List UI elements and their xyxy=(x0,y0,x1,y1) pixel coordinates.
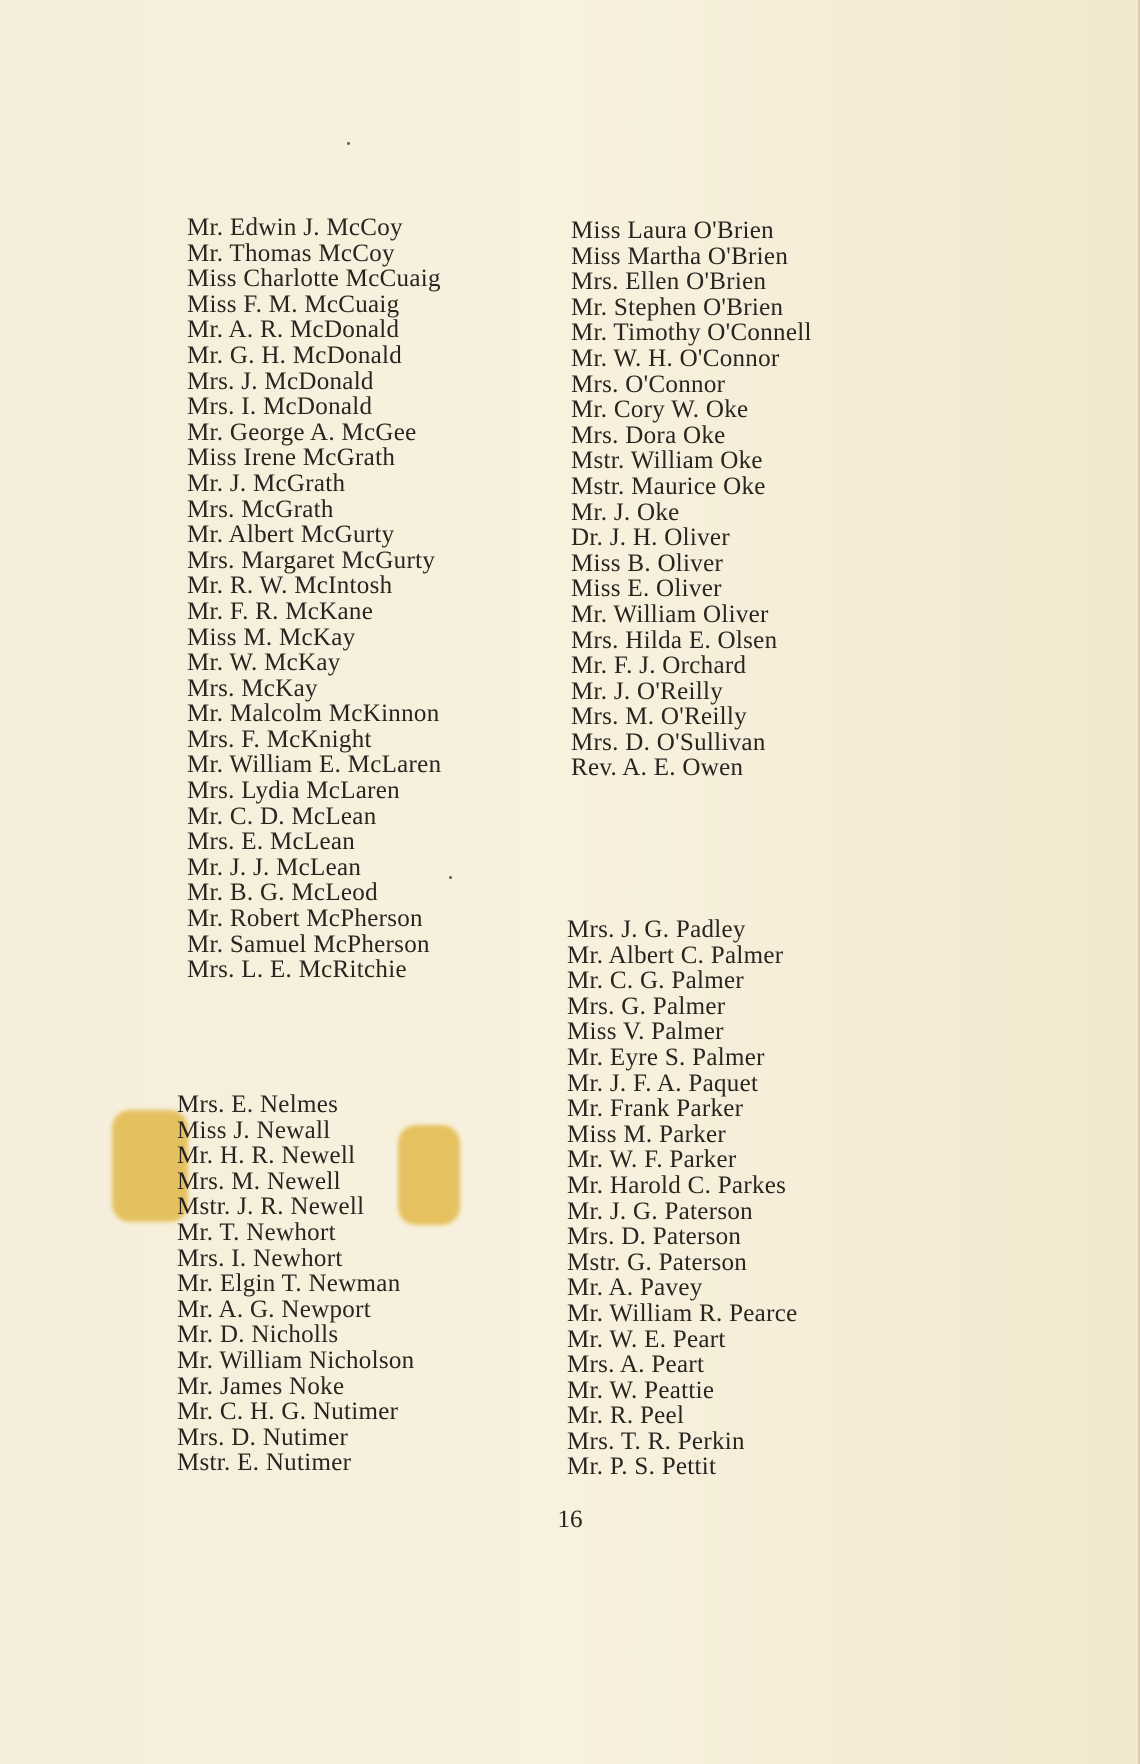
name-entry: Mr. G. H. McDonald xyxy=(187,341,403,369)
name-entry: Mr. P. S. Pettit xyxy=(567,1453,717,1481)
name-entry: Mr. Frank Parker xyxy=(567,1095,744,1123)
name-entry: Mrs. E. Nelmes xyxy=(177,1091,339,1118)
name-entry: Mr. Eyre S. Palmer xyxy=(567,1043,765,1071)
name-entry: Mr. R. W. McIntosh xyxy=(187,572,393,600)
name-entry: Mr. William E. McLaren xyxy=(187,751,442,779)
name-entry: Miss Martha O'Brien xyxy=(571,242,789,270)
name-entry: Mr. J. O'Reilly xyxy=(571,677,724,705)
name-entry: Mr. W. Peattie xyxy=(567,1376,715,1404)
name-entry: Mr. C. G. Palmer xyxy=(567,967,745,995)
page-number: 16 xyxy=(557,1506,583,1533)
name-entry: Mrs. D. Paterson xyxy=(567,1223,742,1251)
name-entry: Mr. William Oliver xyxy=(571,600,769,628)
name-entry: Miss F. M. McCuaig xyxy=(187,290,400,318)
name-entry: Mr. J. J. McLean xyxy=(187,853,362,881)
name-entry: Mrs. A. Peart xyxy=(567,1351,705,1379)
ink-speck xyxy=(347,142,350,145)
name-entry: Mr. James Noke xyxy=(177,1372,345,1400)
names-list-o xyxy=(571,218,812,781)
name-entry: Mrs. Ellen O'Brien xyxy=(571,268,767,296)
name-entry: Dr. J. H. Oliver xyxy=(571,524,730,552)
name-entry: Mr. C. H. G. Nutimer xyxy=(177,1398,399,1426)
name-entry: Mrs. D. Nutimer xyxy=(177,1423,349,1451)
name-entry: Mr. B. G. McLeod xyxy=(187,879,378,907)
name-entry: Mrs. G. Palmer xyxy=(567,992,726,1020)
name-entry: Mrs. Margaret McGurty xyxy=(187,546,436,574)
name-entry: Mrs. M. O'Reilly xyxy=(571,703,747,731)
name-entry: Mrs. I. Newhort xyxy=(177,1244,343,1272)
name-entry: Mrs. L. E. McRitchie xyxy=(187,956,407,984)
name-entry: Mr. William Nicholson xyxy=(177,1346,415,1374)
name-entry: Mr. J. F. A. Paquet xyxy=(567,1069,759,1097)
name-entry: Mr. Elgin T. Newman xyxy=(177,1270,401,1298)
name-entry: Miss Charlotte McCuaig xyxy=(187,265,441,293)
name-entry: Mr. Robert McPherson xyxy=(187,905,423,933)
name-entry: Mr. W. E. Peart xyxy=(567,1325,726,1353)
name-entry: Miss M. McKay xyxy=(187,623,356,651)
name-entry: Miss M. Parker xyxy=(567,1120,727,1148)
name-entry: Mr. Cory W. Oke xyxy=(571,396,749,424)
name-entry: Mr. Samuel McPherson xyxy=(187,930,430,958)
name-entry: Mr. A. Pavey xyxy=(567,1274,703,1302)
name-entry: Miss V. Palmer xyxy=(567,1018,724,1046)
name-entry: Mrs. M. Newell xyxy=(177,1167,341,1195)
name-entry: Mr. H. R. Newell xyxy=(177,1142,356,1170)
name-entry: Mrs. D. O'Sullivan xyxy=(571,728,766,756)
name-entry: Mstr. William Oke xyxy=(571,447,763,475)
name-entry: Mr. Thomas McCoy xyxy=(187,239,395,267)
name-entry: Mr. A. R. McDonald xyxy=(187,316,400,344)
name-entry: Mr. W. McKay xyxy=(187,649,341,677)
name-entry: Mr. J. McGrath xyxy=(187,469,346,497)
name-entry: Mstr. E. Nutimer xyxy=(177,1449,352,1477)
name-entry: Mr. William R. Pearce xyxy=(567,1299,798,1327)
name-entry: Rev. A. E. Owen xyxy=(571,754,744,782)
name-entry: Mr. F. R. McKane xyxy=(187,597,374,625)
names-list-m xyxy=(187,215,441,983)
name-entry: Mr. Albert C. Palmer xyxy=(567,941,784,969)
name-entry: Mr. W. H. O'Connor xyxy=(571,344,780,372)
name-entry: Mrs. I. McDonald xyxy=(187,393,373,421)
name-entry: Mr. R. Peel xyxy=(567,1402,685,1430)
name-entry: Miss Laura O'Brien xyxy=(571,217,774,244)
name-entry: Mrs. McGrath xyxy=(187,495,334,523)
name-entry: Mrs. Hilda E. Olsen xyxy=(571,626,778,654)
name-entry: Mrs. T. R. Perkin xyxy=(567,1427,745,1455)
name-entry: Mrs. J. McDonald xyxy=(187,367,374,395)
name-entry: Mr. Albert McGurty xyxy=(187,521,395,549)
name-entry: Mr. Malcolm McKinnon xyxy=(187,700,440,728)
name-entry: Mr. T. Newhort xyxy=(177,1218,336,1246)
name-entry: Mrs. Dora Oke xyxy=(571,421,726,449)
name-entry: Mrs. F. McKnight xyxy=(187,725,372,753)
name-entry: Mr. F. J. Orchard xyxy=(571,652,747,680)
name-entry: Mr. Timothy O'Connell xyxy=(571,319,812,347)
name-entry: Miss J. Newall xyxy=(177,1116,331,1144)
name-entry: Mr. C. D. McLean xyxy=(187,802,377,830)
ink-speck xyxy=(449,876,452,879)
names-list-n xyxy=(177,1092,414,1476)
name-entry: Mrs. McKay xyxy=(187,674,318,702)
name-entry: Mr. J. G. Paterson xyxy=(567,1197,753,1225)
name-entry: Mstr. Maurice Oke xyxy=(571,472,766,500)
name-entry: Mr. W. F. Parker xyxy=(567,1146,737,1174)
name-entry: Mrs. J. G. Padley xyxy=(567,916,746,943)
name-entry: Mrs. E. McLean xyxy=(187,828,356,856)
name-entry: Mr. J. Oke xyxy=(571,498,680,526)
name-entry: Mr. A. G. Newport xyxy=(177,1295,371,1323)
name-entry: Mr. Harold C. Parkes xyxy=(567,1171,787,1199)
name-entry: Mr. D. Nicholls xyxy=(177,1321,339,1349)
name-entry: Mrs. O'Connor xyxy=(571,370,726,398)
name-entry: Mr. Stephen O'Brien xyxy=(571,293,784,321)
name-entry: Mrs. Lydia McLaren xyxy=(187,777,400,805)
name-entry: Mr. George A. McGee xyxy=(187,418,417,446)
names-list-p xyxy=(567,917,797,1480)
name-entry: Miss B. Oliver xyxy=(571,549,724,577)
name-entry: Mr. Edwin J. McCoy xyxy=(187,214,403,241)
name-entry: Mstr. J. R. Newell xyxy=(177,1193,365,1221)
name-entry: Miss E. Oliver xyxy=(571,575,722,603)
name-entry: Miss Irene McGrath xyxy=(187,444,396,472)
name-entry: Mstr. G. Paterson xyxy=(567,1248,748,1276)
